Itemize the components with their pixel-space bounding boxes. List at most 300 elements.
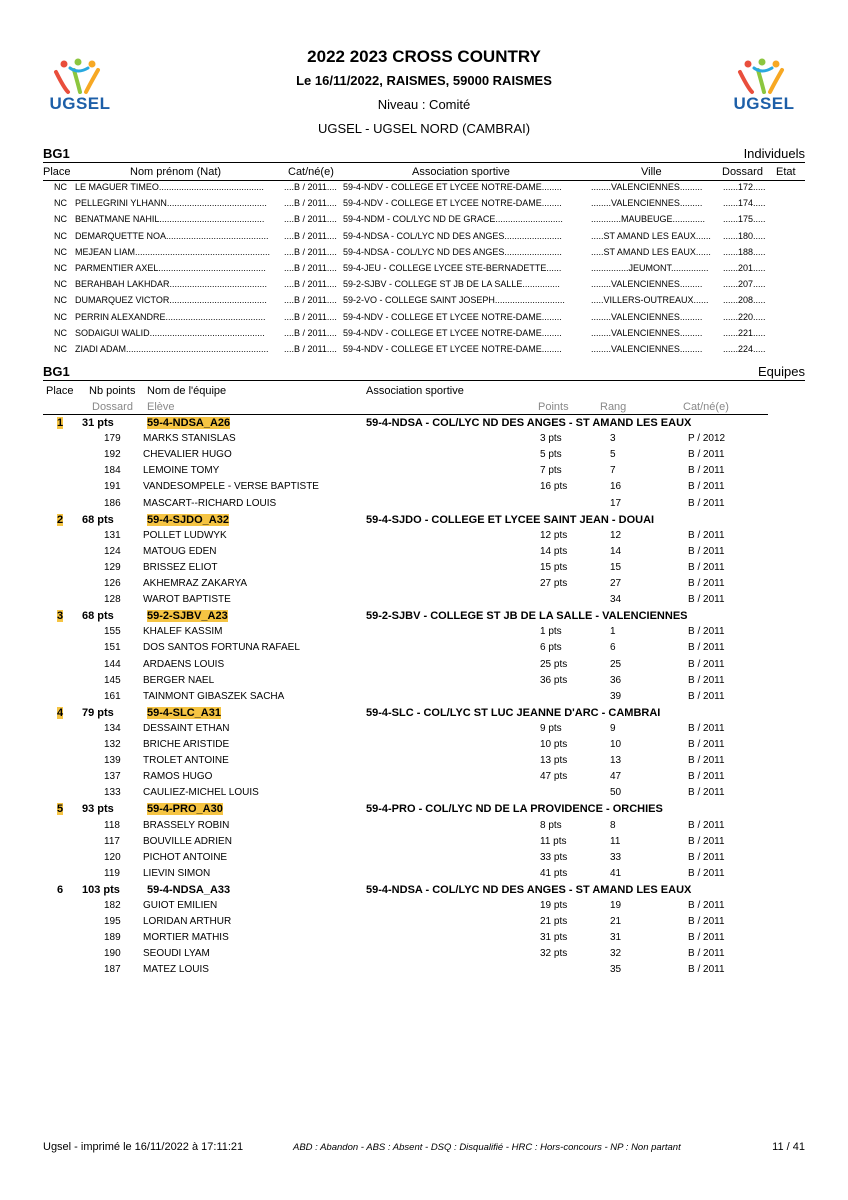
member-name: PICHOT ANTOINE (143, 851, 228, 863)
row-dossard: ......180..... (723, 230, 766, 241)
indiv-row (43, 182, 805, 198)
team-name: 59-4-PRO_A30 (147, 803, 223, 816)
row-cat: ....B / 2011.... (284, 182, 337, 192)
team-member-row (43, 465, 805, 481)
member-points: 14 pts (540, 545, 568, 557)
member-name: BRISSEZ ELIOT (143, 561, 218, 573)
indiv-row (43, 214, 805, 230)
row-assoc: 59-4-NDV - COLLEGE ET LYCEE NOTRE-DAME........ (343, 344, 562, 354)
team-points: 68 pts (82, 513, 114, 526)
row-assoc: 59-4-NDV - COLLEGE ET LYCEE NOTRE-DAME........ (343, 327, 562, 338)
member-rang: 32 (610, 948, 622, 960)
member-name: TROLET ANTOINE (143, 755, 229, 767)
member-points: 8 pts (540, 819, 562, 831)
row-cat: ....B / 2011.... (284, 311, 337, 322)
member-points: 31 pts (540, 932, 568, 944)
member-points: 7 pts (540, 465, 562, 477)
member-cat: B / 2011 (688, 932, 725, 944)
team-member-row (43, 916, 805, 932)
col-team-name: Nom de l'équipe (147, 385, 227, 397)
row-name: BERAHBAH LAKHDAR....................................... (75, 279, 268, 290)
member-dossard: 131 (104, 529, 121, 541)
row-name: DEMARQUETTE NOA......................................... (75, 230, 269, 241)
row-ville: ........VALENCIENNES......... (591, 279, 703, 290)
team-assoc: 59-4-SLC - COL/LYC ST LUC JEANNE D'ARC - CAMBRAI (366, 706, 661, 719)
team-member-row (43, 642, 805, 658)
team-member-row (43, 723, 805, 739)
member-cat: B / 2011 (688, 626, 725, 638)
team-name: 59-2-SJBV_A23 (147, 610, 228, 623)
member-rang: 47 (610, 771, 622, 783)
member-cat: B / 2011 (688, 578, 725, 589)
col-cat: Cat/né(e) (288, 166, 334, 178)
member-name: MATEZ LOUIS (143, 964, 209, 976)
col-team-assoc: Association sportive (366, 385, 464, 397)
member-dossard: 117 (104, 835, 120, 847)
team-member-row (43, 964, 805, 980)
member-dossard: 139 (104, 755, 121, 767)
indiv-row (43, 198, 805, 214)
member-rang: 50 (610, 787, 622, 799)
member-points: 32 pts (540, 948, 568, 960)
member-cat: B / 2011 (688, 674, 725, 686)
member-dossard: 129 (104, 561, 121, 573)
team-place: 6 (57, 883, 64, 896)
team-member-row (43, 691, 805, 707)
row-dossard: ......224..... (723, 344, 766, 354)
member-name: GUIOT EMILIEN (143, 900, 218, 911)
footer-printed: Ugsel - imprimé le 16/11/2022 à 17:11:21 (43, 1141, 244, 1153)
indiv-row (43, 247, 805, 263)
member-points: 25 pts (540, 658, 568, 670)
row-place: NC (54, 311, 67, 322)
logo-text: UGSEL (49, 94, 111, 113)
indiv-kind: Individuels (743, 146, 805, 161)
team-header-row (43, 610, 805, 626)
member-points: 13 pts (540, 755, 568, 767)
member-name: LORIDAN ARTHUR (143, 916, 232, 928)
row-place: NC (54, 263, 67, 273)
member-dossard: 182 (104, 900, 121, 911)
row-cat: ....B / 2011.... (284, 246, 337, 257)
team-name: 59-4-SJDO_A32 (147, 513, 229, 526)
member-cat: B / 2011 (688, 481, 725, 493)
row-cat: ....B / 2011.... (284, 198, 337, 209)
member-points: 11 pts (540, 835, 567, 847)
member-dossard: 184 (104, 465, 121, 477)
member-cat: B / 2011 (688, 739, 725, 750)
member-name: DOS SANTOS FORTUNA RAFAEL (143, 642, 300, 654)
team-member-row (43, 498, 805, 514)
member-cat: B / 2011 (688, 658, 725, 670)
row-dossard: ......172..... (723, 182, 766, 192)
member-cat: B / 2011 (688, 900, 725, 911)
team-member-row (43, 530, 805, 546)
row-name: PARMENTIER AXEL........................................... (75, 263, 266, 273)
member-name: MARKS STANISLAS (143, 433, 236, 445)
row-place: NC (54, 182, 67, 192)
member-cat: B / 2011 (688, 497, 725, 509)
row-place: NC (54, 246, 67, 257)
member-name: CAULIEZ-MICHEL LOUIS (143, 787, 259, 799)
row-name: DUMARQUEZ VICTOR....................................... (75, 295, 267, 306)
row-name: SODAIGUI WALID.............................................. (75, 327, 265, 338)
member-rang: 16 (610, 481, 622, 493)
row-name: PELLEGRINI YLHANN........................................ (75, 198, 267, 209)
teams-kind: Equipes (758, 364, 805, 379)
team-member-row (43, 755, 805, 771)
row-cat: ....B / 2011.... (284, 230, 337, 241)
member-name: AKHEMRAZ ZAKARYA (143, 578, 248, 589)
member-rang: 6 (610, 642, 616, 654)
member-points: 10 pts (540, 739, 568, 750)
team-place: 2 (57, 513, 64, 526)
row-ville: ........VALENCIENNES......... (591, 182, 703, 192)
member-cat: B / 2011 (688, 755, 725, 767)
row-name: PERRIN ALEXANDRE........................................ (75, 311, 266, 322)
member-dossard: 132 (104, 739, 121, 750)
team-header-row (43, 417, 805, 433)
team-header-row (43, 884, 805, 900)
member-cat: B / 2011 (688, 529, 725, 541)
member-points: 15 pts (540, 561, 568, 573)
member-dossard: 191 (104, 481, 121, 493)
member-rang: 9 (610, 722, 616, 734)
member-cat: B / 2011 (688, 948, 725, 960)
member-rang: 3 (610, 433, 616, 445)
row-assoc: 59-4-NDV - COLLEGE ET LYCEE NOTRE-DAME........ (343, 198, 562, 209)
member-name: KHALEF KASSIM (143, 626, 223, 638)
team-member-row (43, 771, 805, 787)
col-dossard: Dossard (722, 166, 763, 178)
row-dossard: ......188..... (723, 246, 766, 257)
member-name: BRASSELY ROBIN (143, 819, 230, 831)
team-name: 59-4-SLC_A31 (147, 706, 221, 719)
row-place: NC (54, 327, 67, 338)
row-place: NC (54, 214, 67, 225)
member-cat: B / 2011 (688, 851, 725, 863)
member-cat: B / 2011 (688, 722, 725, 734)
member-cat: B / 2011 (688, 465, 725, 477)
team-name: 59-4-NDSA_A33 (147, 883, 231, 896)
member-name: BERGER NAEL (143, 674, 215, 686)
row-ville: ...............JEUMONT............... (591, 263, 709, 273)
footer-page: 11 / 41 (772, 1141, 805, 1153)
member-cat: B / 2011 (688, 819, 725, 831)
row-ville: ........VALENCIENNES......... (591, 344, 703, 354)
team-member-row (43, 948, 805, 964)
member-rang: 33 (610, 851, 622, 863)
team-place: 5 (57, 803, 64, 816)
member-dossard: 151 (104, 642, 121, 654)
indiv-section-header (43, 146, 805, 163)
member-cat: B / 2011 (688, 690, 725, 702)
member-points: 27 pts (540, 578, 568, 589)
member-dossard: 186 (104, 497, 121, 509)
member-dossard: 189 (104, 932, 121, 944)
member-rang: 19 (610, 900, 622, 911)
team-assoc: 59-4-PRO - COL/LYC ND DE LA PROVIDENCE - ORCHIES (366, 803, 663, 816)
col-place: Place (46, 385, 74, 397)
member-rang: 31 (610, 932, 622, 944)
team-member-row (43, 932, 805, 948)
member-cat: B / 2011 (688, 771, 725, 783)
member-rang: 5 (610, 449, 616, 461)
member-dossard: 126 (104, 578, 121, 589)
member-name: SEOUDI LYAM (143, 948, 210, 960)
team-place: 1 (57, 417, 64, 429)
member-dossard: 128 (104, 594, 121, 606)
row-name: BENATMANE NAHIL.......................................... (75, 214, 265, 225)
member-cat: B / 2011 (688, 916, 725, 928)
row-place: NC (54, 198, 67, 209)
team-header-row (43, 707, 805, 723)
row-ville: ........VALENCIENNES......... (591, 327, 703, 338)
member-name: WAROT BAPTISTE (143, 594, 231, 606)
member-dossard: 161 (104, 690, 121, 702)
teams-subcolumn-headers (43, 401, 768, 415)
team-member-row (43, 900, 805, 916)
row-ville: .....ST AMAND LES EAUX...... (591, 230, 711, 241)
indiv-row (43, 263, 805, 279)
member-dossard: 120 (104, 851, 121, 863)
team-header-row (43, 514, 805, 530)
indiv-row (43, 328, 805, 344)
member-cat: B / 2011 (688, 561, 725, 573)
row-ville: ........VALENCIENNES......... (591, 311, 703, 322)
row-dossard: ......220..... (723, 311, 766, 322)
member-points: 19 pts (540, 900, 568, 911)
member-rang: 34 (610, 594, 622, 606)
member-dossard: 137 (104, 771, 121, 783)
sub-points: Points (538, 401, 569, 413)
member-dossard: 190 (104, 948, 121, 960)
indiv-row (43, 295, 805, 311)
member-cat: P / 2012 (688, 433, 726, 445)
member-points: 12 pts (540, 529, 568, 541)
member-rang: 7 (610, 465, 616, 477)
member-dossard: 133 (104, 787, 121, 799)
member-rang: 27 (610, 578, 622, 589)
teams-column-headers (43, 385, 805, 399)
row-assoc: 59-4-NDSA - COL/LYC ND DES ANGES....................... (343, 246, 562, 257)
row-dossard: ......221..... (723, 327, 766, 338)
member-name: BOUVILLE ADRIEN (143, 835, 232, 847)
row-ville: ........VALENCIENNES......... (591, 198, 703, 209)
team-points: 79 pts (82, 706, 114, 719)
member-dossard: 195 (104, 916, 121, 928)
member-rang: 13 (610, 755, 622, 767)
member-points: 21 pts (540, 916, 568, 928)
member-cat: B / 2011 (688, 787, 725, 799)
member-name: ARDAENS LOUIS (143, 658, 225, 670)
row-ville: ............MAUBEUGE............. (591, 214, 706, 225)
team-member-row (43, 578, 805, 594)
row-assoc: 59-4-NDV - COLLEGE ET LYCEE NOTRE-DAME........ (343, 182, 562, 192)
team-member-row (43, 675, 805, 691)
row-assoc: 59-4-NDSA - COL/LYC ND DES ANGES....................... (343, 230, 562, 241)
row-ville: .....VILLERS-OUTREAUX...... (591, 295, 709, 306)
member-cat: B / 2011 (688, 642, 725, 654)
member-points: 9 pts (540, 722, 562, 734)
member-points: 41 pts (540, 867, 568, 879)
member-dossard: 119 (104, 867, 120, 879)
team-member-row (43, 836, 805, 852)
member-rang: 21 (610, 916, 622, 928)
team-name: 59-4-NDSA_A26 (147, 417, 231, 429)
col-nom: Nom prénom (Nat) (130, 166, 222, 178)
row-dossard: ......207..... (723, 279, 766, 290)
member-name: VANDESOMPELE - VERSE BAPTISTE (143, 481, 319, 493)
member-rang: 25 (610, 658, 622, 670)
member-rang: 8 (610, 819, 616, 831)
member-cat: B / 2011 (688, 594, 725, 606)
member-points: 1 pts (540, 626, 562, 638)
member-name: DESSAINT ETHAN (143, 722, 230, 734)
row-dossard: ......174..... (723, 198, 766, 209)
row-cat: ....B / 2011.... (284, 344, 337, 354)
member-dossard: 179 (104, 433, 121, 445)
indiv-row (43, 312, 805, 328)
row-cat: ....B / 2011.... (284, 295, 337, 306)
member-rang: 35 (610, 964, 622, 976)
indiv-row (43, 231, 805, 247)
col-place: Place (43, 166, 71, 178)
row-cat: ....B / 2011.... (284, 214, 337, 225)
team-assoc: 59-4-SJDO - COLLEGE ET LYCEE SAINT JEAN - DOUAI (366, 513, 655, 526)
member-dossard: 134 (104, 722, 121, 734)
member-cat: B / 2011 (688, 964, 725, 976)
row-dossard: ......175..... (723, 214, 766, 225)
member-dossard: 187 (104, 964, 121, 976)
member-name: TAINMONT GIBASZEK SACHA (143, 690, 285, 702)
member-cat: B / 2011 (688, 835, 725, 847)
row-assoc: 59-4-NDV - COLLEGE ET LYCEE NOTRE-DAME........ (343, 311, 562, 322)
member-name: RAMOS HUGO (143, 771, 213, 783)
row-dossard: ......208..... (723, 295, 766, 306)
member-points: 16 pts (540, 481, 568, 493)
member-name: MORTIER MATHIS (143, 932, 229, 944)
team-member-row (43, 546, 805, 562)
member-rang: 15 (610, 561, 622, 573)
logo-text: UGSEL (733, 94, 795, 113)
row-place: NC (54, 230, 67, 241)
row-name: MEJEAN LIAM...................................................... (75, 246, 271, 257)
member-dossard: 145 (104, 674, 121, 686)
sub-eleve: Elève (147, 401, 175, 413)
member-dossard: 124 (104, 545, 121, 557)
team-points: 68 pts (82, 610, 114, 623)
team-place: 4 (57, 706, 64, 719)
sub-rang: Rang (600, 401, 627, 413)
team-member-row (43, 820, 805, 836)
team-member-row (43, 787, 805, 803)
teams-section-header (43, 364, 805, 381)
row-place: NC (54, 344, 67, 354)
team-member-row (43, 481, 805, 497)
row-cat: ....B / 2011.... (284, 279, 337, 290)
member-rang: 41 (610, 867, 622, 879)
team-member-row (43, 433, 805, 449)
member-cat: B / 2011 (688, 449, 725, 461)
member-rang: 12 (610, 529, 622, 541)
col-nbpoints: Nb points (89, 385, 136, 397)
team-member-row (43, 449, 805, 465)
member-rang: 10 (610, 739, 622, 750)
member-name: LIEVIN SIMON (143, 867, 211, 879)
row-assoc: 59-2-SJBV - COLLEGE ST JB DE LA SALLE............... (343, 279, 560, 290)
member-name: MATOUG EDEN (143, 545, 217, 557)
team-points: 93 pts (82, 803, 114, 816)
col-ville: Ville (641, 166, 662, 178)
footer-legend: ABD : Abandon - ABS : Absent - DSQ : Disqualifié - HRC : Hors-concours - NP : Non partant (293, 1142, 681, 1153)
event-level: Niveau : Comité (377, 97, 471, 112)
team-member-row (43, 562, 805, 578)
member-cat: B / 2011 (688, 867, 725, 879)
col-assoc: Association sportive (412, 166, 510, 178)
row-name: ZIADI ADAM......................................................... (75, 344, 269, 354)
member-name: MASCART--RICHARD LOUIS (143, 497, 277, 509)
team-member-row (43, 868, 805, 884)
member-rang: 17 (610, 497, 622, 509)
event-date-place: Le 16/11/2022, RAISMES, 59000 RAISMES (296, 73, 552, 88)
member-rang: 39 (610, 690, 622, 702)
row-name: LE MAGUER TIMEO.......................................... (75, 182, 264, 192)
row-ville: .....ST AMAND LES EAUX...... (591, 246, 711, 257)
member-cat: B / 2011 (688, 545, 725, 557)
row-dossard: ......201..... (723, 263, 766, 273)
teams-category: BG1 (43, 364, 70, 379)
member-rang: 14 (610, 545, 622, 557)
row-assoc: 59-4-JEU - COLLEGE LYCEE STE-BERNADETTE...... (343, 263, 562, 273)
member-dossard: 155 (104, 626, 121, 638)
indiv-category: BG1 (43, 146, 70, 161)
member-dossard: 118 (104, 819, 120, 831)
row-cat: ....B / 2011.... (284, 263, 337, 273)
row-assoc: 59-4-NDM - COL/LYC ND DE GRACE........................... (343, 214, 563, 225)
page-title: 2022 2023 CROSS COUNTRY (307, 47, 541, 66)
col-etat: Etat (776, 166, 796, 178)
indiv-column-headers (43, 166, 805, 181)
member-rang: 36 (610, 674, 622, 686)
team-member-row (43, 852, 805, 868)
row-assoc: 59-2-VO - COLLEGE SAINT JOSEPH............................ (343, 295, 565, 306)
team-assoc: 59-4-NDSA - COL/LYC ND DES ANGES - ST AMAND LES EAUX (366, 417, 692, 429)
team-assoc: 59-4-NDSA - COL/LYC ND DES ANGES - ST AMAND LES EAUX (366, 883, 692, 896)
team-member-row (43, 594, 805, 610)
sub-catne: Cat/né(e) (683, 401, 729, 413)
member-points: 3 pts (540, 433, 562, 445)
row-place: NC (54, 295, 67, 306)
member-name: LEMOINE TOMY (143, 465, 220, 477)
member-name: CHEVALIER HUGO (143, 449, 232, 461)
indiv-row (43, 344, 805, 360)
member-points: 5 pts (540, 449, 562, 461)
indiv-row (43, 279, 805, 295)
team-header-row (43, 803, 805, 819)
team-place: 3 (57, 610, 64, 623)
team-member-row (43, 739, 805, 755)
team-member-row (43, 626, 805, 642)
member-name: BRICHE ARISTIDE (143, 739, 230, 750)
member-points: 36 pts (540, 674, 568, 686)
team-assoc: 59-2-SJBV - COLLEGE ST JB DE LA SALLE - VALENCIENNES (366, 610, 688, 623)
member-points: 33 pts (540, 851, 568, 863)
row-cat: ....B / 2011.... (284, 327, 337, 338)
team-points: 103 pts (82, 883, 120, 896)
member-points: 47 pts (540, 771, 568, 783)
member-dossard: 144 (104, 658, 121, 670)
